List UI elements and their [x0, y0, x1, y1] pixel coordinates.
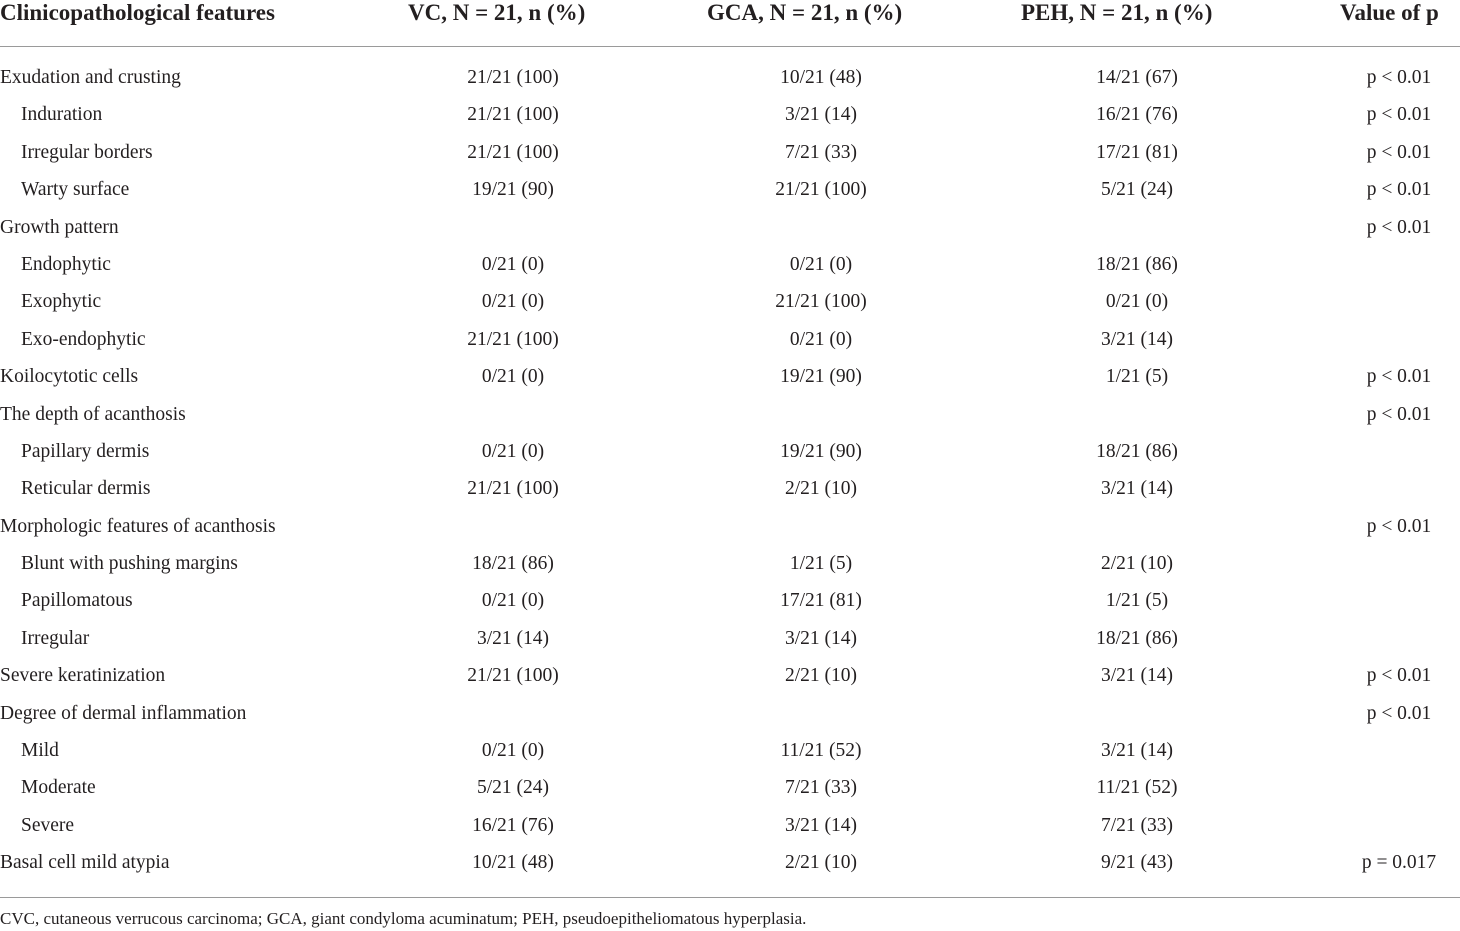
cell-vc: 0/21 (0): [481, 291, 545, 313]
cell-peh: 3/21 (14): [1100, 478, 1174, 500]
table-footnote: CVC, cutaneous verrucous carcinoma; GCA, giant condyloma acuminatum; PEH, pseudoepitheliomatous hyperplasia.: [0, 909, 807, 928]
cell-p-value: p < 0.01: [1366, 515, 1432, 537]
cell-vc: 21/21 (100): [467, 67, 559, 88]
row-label: Blunt with pushing margins: [21, 553, 238, 575]
cell-gca: 19/21 (90): [780, 440, 862, 462]
row-label: Severe: [21, 814, 75, 836]
table-row: [0, 395, 1460, 432]
table-row: [0, 58, 1460, 95]
cell-vc: 0/21 (0): [481, 590, 545, 612]
row-label: The depth of acanthosis: [0, 403, 186, 425]
table-row: [0, 320, 1460, 357]
table-row: [0, 843, 1460, 880]
cell-peh: 2/21 (10): [1100, 553, 1174, 575]
cell-p-value: p < 0.01: [1366, 366, 1432, 388]
row-label: Growth pattern: [0, 216, 119, 238]
cell-peh: 3/21 (14): [1100, 665, 1174, 687]
cell-gca: 21/21 (100): [775, 291, 867, 313]
table-row: [0, 581, 1460, 618]
cell-p-value: p < 0.01: [1366, 665, 1432, 687]
cell-gca: 2/21 (10): [784, 665, 858, 687]
cell-vc: 0/21 (0): [481, 440, 545, 462]
table-row: [0, 656, 1460, 693]
cell-gca: 19/21 (90): [780, 366, 862, 388]
cell-peh: 9/21 (43): [1100, 852, 1174, 874]
row-label: Induration: [21, 104, 103, 126]
row-label: Papillary dermis: [21, 440, 150, 462]
cell-gca: 17/21 (81): [780, 590, 862, 612]
cell-peh: 1/21 (5): [1105, 590, 1169, 612]
header-gca: GCA, N = 21, n (%): [707, 0, 903, 25]
cell-gca: 3/21 (14): [784, 104, 858, 126]
table-row: [0, 282, 1460, 319]
cell-peh: 18/21 (86): [1096, 440, 1178, 462]
table-row: [0, 619, 1460, 656]
table-row: [0, 357, 1460, 394]
row-label: Endophytic: [21, 253, 111, 275]
cell-p-value: p < 0.01: [1366, 702, 1432, 724]
row-label: Morphologic features of acanthosis: [0, 515, 276, 537]
cell-p-value: p < 0.01: [1366, 179, 1432, 201]
cell-peh: 14/21 (67): [1096, 67, 1178, 88]
cell-vc: 3/21 (14): [476, 627, 550, 649]
row-label: Irregular: [21, 627, 90, 649]
cell-peh: 3/21 (14): [1100, 328, 1174, 350]
table-row: [0, 469, 1460, 506]
cell-peh: 18/21 (86): [1096, 253, 1178, 275]
table-row: [0, 432, 1460, 469]
row-label: Moderate: [21, 777, 96, 799]
cell-vc: 19/21 (90): [472, 179, 554, 201]
cell-peh: 1/21 (5): [1105, 366, 1169, 388]
cell-vc: 0/21 (0): [481, 740, 545, 762]
row-label: Severe keratinization: [0, 665, 166, 687]
cell-gca: 7/21 (33): [784, 141, 858, 163]
table-row: [0, 731, 1460, 768]
table-body: [0, 58, 1460, 881]
cell-gca: 11/21 (52): [780, 740, 862, 762]
header-features: Clinicopathological features: [0, 0, 275, 25]
cell-vc: 21/21 (100): [467, 478, 559, 500]
table-row: [0, 208, 1460, 245]
row-label: Koilocytotic cells: [0, 366, 139, 388]
cell-vc: 16/21 (76): [472, 814, 554, 836]
cell-vc: 0/21 (0): [481, 253, 545, 275]
cell-gca: 3/21 (14): [784, 814, 858, 836]
cell-vc: 18/21 (86): [472, 553, 554, 575]
header-peh: PEH, N = 21, n (%): [1021, 0, 1213, 25]
cell-vc: 5/21 (24): [476, 777, 550, 799]
cell-gca: 0/21 (0): [789, 253, 853, 275]
cell-gca: 1/21 (5): [789, 553, 853, 575]
cell-vc: 21/21 (100): [467, 328, 559, 350]
table-row: [0, 544, 1460, 581]
row-label: Papillomatous: [21, 590, 133, 612]
cell-peh: 7/21 (33): [1100, 814, 1174, 836]
cell-gca: 0/21 (0): [789, 328, 853, 350]
table-row: [0, 768, 1460, 805]
table-footer-rule: [0, 897, 1460, 898]
table-row: [0, 694, 1460, 731]
cell-p-value: p < 0.01: [1366, 67, 1432, 88]
table-row: [0, 806, 1460, 843]
row-label: Basal cell mild atypia: [0, 852, 170, 874]
cell-p-value: p < 0.01: [1366, 141, 1432, 163]
row-label: Irregular borders: [21, 141, 153, 163]
cell-peh: 11/21 (52): [1096, 777, 1178, 799]
cell-gca: 2/21 (10): [784, 852, 858, 874]
cell-vc: 21/21 (100): [467, 665, 559, 687]
table-header-row: [0, 0, 1460, 47]
cell-gca: 10/21 (48): [780, 67, 862, 88]
cell-vc: 10/21 (48): [472, 852, 554, 874]
cell-gca: 3/21 (14): [784, 627, 858, 649]
cell-p-value: p < 0.01: [1366, 216, 1432, 238]
cell-vc: 21/21 (100): [467, 141, 559, 163]
cell-gca: 21/21 (100): [775, 179, 867, 201]
cell-vc: 0/21 (0): [481, 366, 545, 388]
row-label: Exudation and crusting: [0, 67, 181, 88]
table-row: [0, 507, 1460, 544]
row-label: Warty surface: [21, 179, 130, 201]
header-vc: VC, N = 21, n (%): [408, 0, 586, 25]
cell-p-value: p < 0.01: [1366, 403, 1432, 425]
table-row: [0, 133, 1460, 170]
cell-gca: 2/21 (10): [784, 478, 858, 500]
cell-peh: 16/21 (76): [1096, 104, 1178, 126]
cell-peh: 18/21 (86): [1096, 627, 1178, 649]
cell-vc: 21/21 (100): [467, 104, 559, 126]
table-row: [0, 170, 1460, 207]
row-label: Exo-endophytic: [21, 328, 146, 350]
row-label: Reticular dermis: [21, 478, 151, 500]
header-p-value: Value of p: [1340, 0, 1439, 25]
cell-peh: 5/21 (24): [1100, 179, 1174, 201]
row-label: Degree of dermal inflammation: [0, 702, 247, 724]
row-label: Exophytic: [21, 291, 102, 313]
cell-peh: 3/21 (14): [1100, 740, 1174, 762]
table-row: [0, 95, 1460, 132]
cell-peh: 0/21 (0): [1105, 291, 1169, 313]
cell-p-value: p = 0.017: [1361, 852, 1437, 874]
cell-gca: 7/21 (33): [784, 777, 858, 799]
table-row: [0, 245, 1460, 282]
cell-peh: 17/21 (81): [1096, 141, 1178, 163]
cell-p-value: p < 0.01: [1366, 104, 1432, 126]
row-label: Mild: [21, 740, 59, 762]
